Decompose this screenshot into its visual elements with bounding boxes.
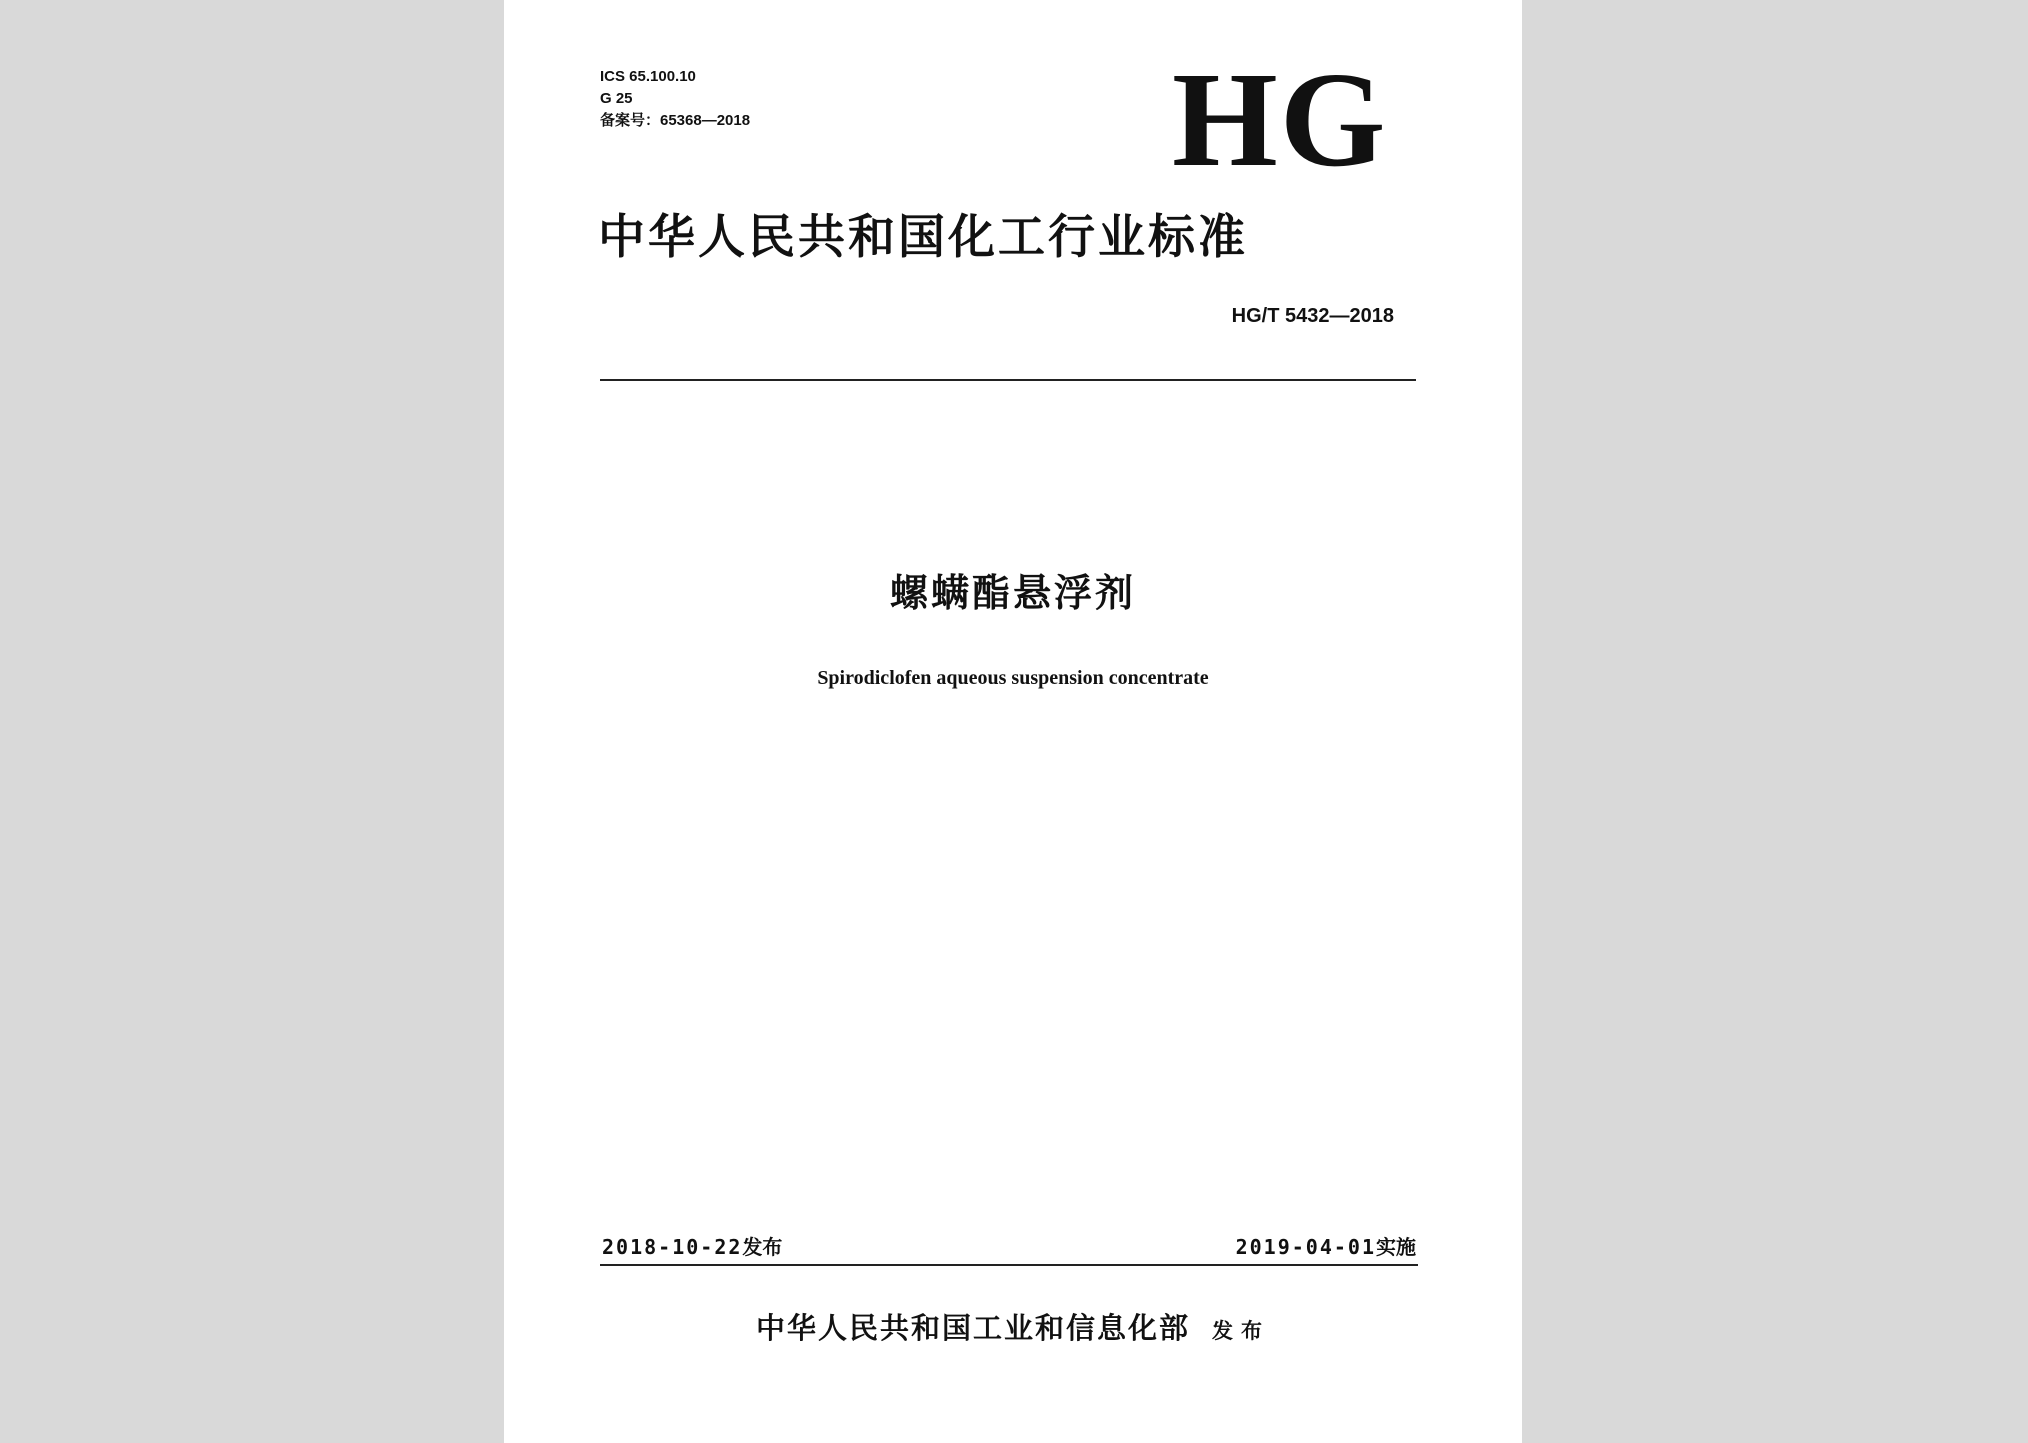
filing-number: 备案号：65368—2018 [600,112,751,129]
title-english: Spirodiclofen aqueous suspension concentrate [817,667,1209,689]
publisher-action: 发布 [1212,1319,1270,1343]
standard-number: HG/T 5432—2018 [1231,305,1394,327]
publisher-line [504,1308,1522,1351]
ics-code: ICS 65.100.10 [600,68,696,85]
document-page [504,0,1522,1443]
ccs-code: G 25 [600,90,633,107]
issue-date-group [602,1230,782,1264]
issue-date: 2018-10-22 [602,1235,743,1259]
implement-date: 2019-04-01 [1235,1235,1376,1259]
issue-label: 发布 [742,1235,783,1259]
dates-row [600,1230,1418,1266]
implement-date-group [1236,1230,1416,1264]
publisher-name: 中华人民共和国工业和信息化部 [755,1311,1190,1345]
hg-logo: HG [1172,45,1388,195]
classification-block [600,66,750,132]
standard-type-heading: 中华人民共和国化工行业标准 [598,210,1248,265]
title-chinese: 螺螨酯悬浮剂 [889,571,1136,615]
implement-label: 实施 [1376,1235,1416,1259]
header-divider [600,379,1416,381]
